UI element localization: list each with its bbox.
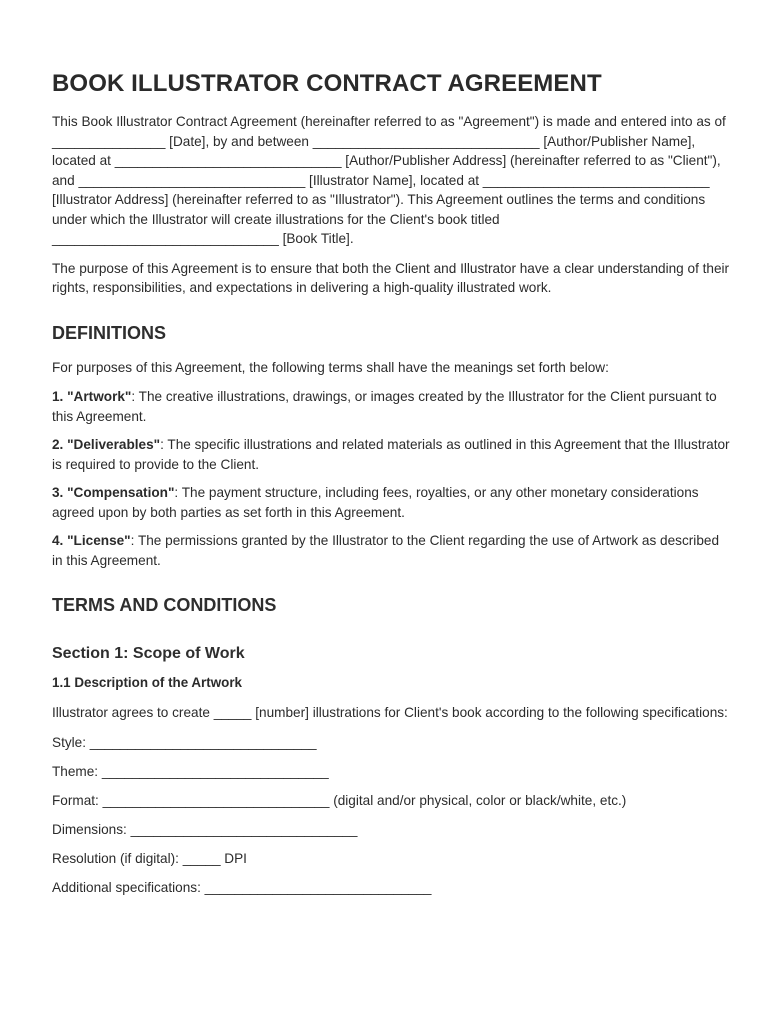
document-title: BOOK ILLUSTRATOR CONTRACT AGREEMENT (52, 70, 602, 97)
definitions-lead: For purposes of this Agreement, the following terms shall have the meanings set forth below: (52, 359, 609, 375)
spec-resolution: Resolution (if digital): _____ DPI (52, 850, 247, 866)
definition-text: : The creative illustrations, drawings, or images created by the Illustrator for the Client pursuant to this Agreement. (52, 389, 717, 424)
definition-text: : The permissions granted by the Illustrator to the Client regarding the use of Artwork as described in this Agreement. (52, 533, 720, 568)
spec-format: Format: ______________________________ (digital and/or physical, color or black/white, etc.) (52, 792, 627, 808)
definition-term: 2. "Deliverables" (52, 437, 161, 452)
spec-theme: Theme: ______________________________ (52, 763, 329, 779)
subsection-1-1-heading: 1.1 Description of the Artwork (52, 675, 242, 690)
definition-term: 3. "Compensation" (52, 485, 175, 500)
definition-item (52, 387, 730, 426)
spec-dimensions: Dimensions: ______________________________ (52, 821, 358, 837)
spec-additional: Additional specifications: ______________________________ (52, 879, 432, 895)
spec-style: Style: ______________________________ (52, 734, 317, 750)
purpose-paragraph: The purpose of this Agreement is to ensure that both the Client and Illustrator have a clear understanding of their rights, responsibilities, and expectations in delivering a high-quality illustrated work. (52, 260, 730, 295)
definition-term: 4. "License" (52, 533, 131, 548)
definition-item (52, 483, 730, 522)
artwork-lead: Illustrator agrees to create _____ [number] illustrations for Client's book according to the following specifications: (52, 705, 728, 720)
definitions-heading: DEFINITIONS (52, 322, 167, 343)
definition-item (52, 435, 730, 474)
intro-paragraph: This Book Illustrator Contract Agreement (hereinafter referred to as "Agreement") is made and entered into as of _______________ [Date], by and between ______________________________ [Author/Publisher Name], located at ______________________________ [Author/Publisher Address] (hereinafter referred to as "Client"), and ______________________________ [Illustrator Name], located at ______________________________ [Illustrator Address] (hereinafter referred to as "Illustrator"). This Agreement outlines the terms and conditions under which the Illustrator will create illustrations for the Client's book titled ______________________________ [Book Title]. (52, 114, 726, 246)
definition-term: 1. "Artwork" (52, 389, 132, 404)
definition-text: : The specific illustrations and related materials as outlined in this Agreement that the Illustrator is required to provide to the Client. (52, 437, 730, 472)
terms-heading: TERMS AND CONDITIONS (52, 595, 277, 615)
definition-text: : The payment structure, including fees, royalties, or any other monetary considerations agreed upon by both parties as set forth in this Agreement. (52, 485, 699, 520)
section-1-heading: Section 1: Scope of Work (52, 645, 245, 662)
definition-item (52, 531, 730, 570)
